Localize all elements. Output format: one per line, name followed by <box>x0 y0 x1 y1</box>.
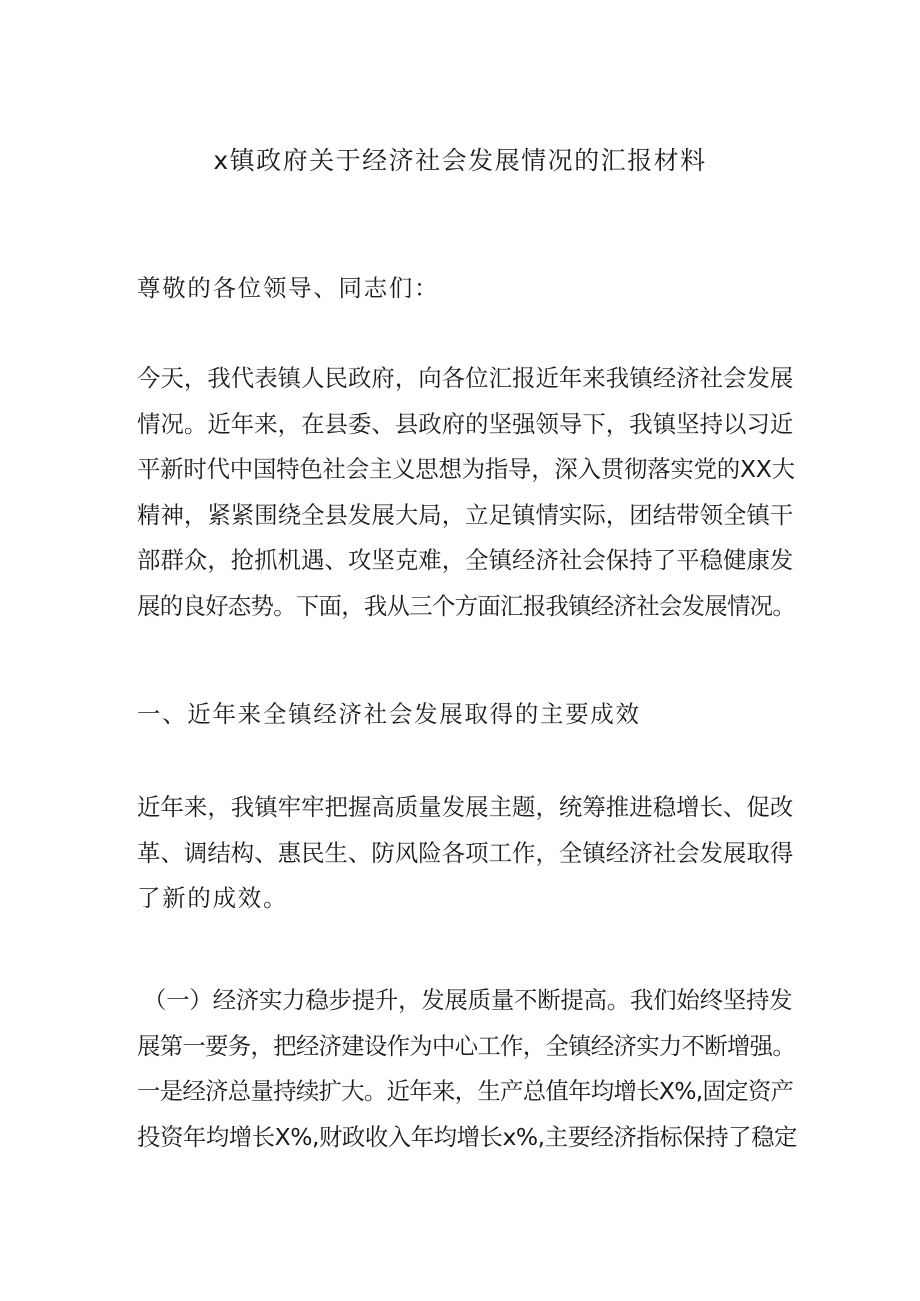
paragraph-line: 一是经济总量持续扩大。近年来，生产总值年均增长X%,固定资产 <box>137 1077 794 1105</box>
paragraph-line: 革、调结构、惠民生、防风险各项工作，全镇经济社会发展取得 <box>137 838 794 867</box>
section1-paragraph <box>137 785 797 922</box>
paragraph-line: 今天，我代表镇人民政府，向各位汇报近年来我镇经济社会发展 <box>137 364 794 392</box>
section-heading <box>137 692 797 738</box>
paragraph-line: 精神，紧紧围绕全县发展大局，立足镇情实际，团结带领全镇干 <box>137 500 794 529</box>
document-title: x镇政府关于经济社会发展情况的汇报材料 <box>213 146 707 175</box>
intro-paragraph <box>137 356 797 629</box>
subsection1-paragraph <box>137 978 797 1160</box>
paragraph-line: 平新时代中国特色社会主义思想为指导，深入贯彻落实党的XX大 <box>137 455 795 483</box>
paragraph-line: （一）经济实力稳步提升，发展质量不断提高。我们始终坚持发 <box>143 986 793 1014</box>
paragraph-line: 情况。近年来，在县委、县政府的坚强领导下，我镇坚持以习近 <box>137 409 794 438</box>
section-heading-line: 一、近年来全镇经济社会发展取得的主要成效 <box>137 700 641 728</box>
paragraph-line: 近年来，我镇牢牢把握高质量发展主题，统筹推进稳增长、促改 <box>137 793 794 821</box>
salutation-line: 尊敬的各位领导、同志们： <box>137 274 440 302</box>
paragraph-line: 投资年均增长X%,财政收入年均增长x%,主要经济指标保持了稳定 <box>137 1122 798 1151</box>
paragraph-line: 展的良好态势。下面，我从三个方面汇报我镇经济社会发展情况。 <box>137 591 796 620</box>
salutation <box>137 266 797 312</box>
paragraph-line: 了新的成效。 <box>137 884 289 912</box>
paragraph-line: 展第一要务，把经济建设作为中心工作，全镇经济实力不断增强。 <box>137 1031 796 1060</box>
paragraph-line: 部群众，抢抓机遇、攻坚克难，全镇经济社会保持了平稳健康发 <box>137 546 794 574</box>
